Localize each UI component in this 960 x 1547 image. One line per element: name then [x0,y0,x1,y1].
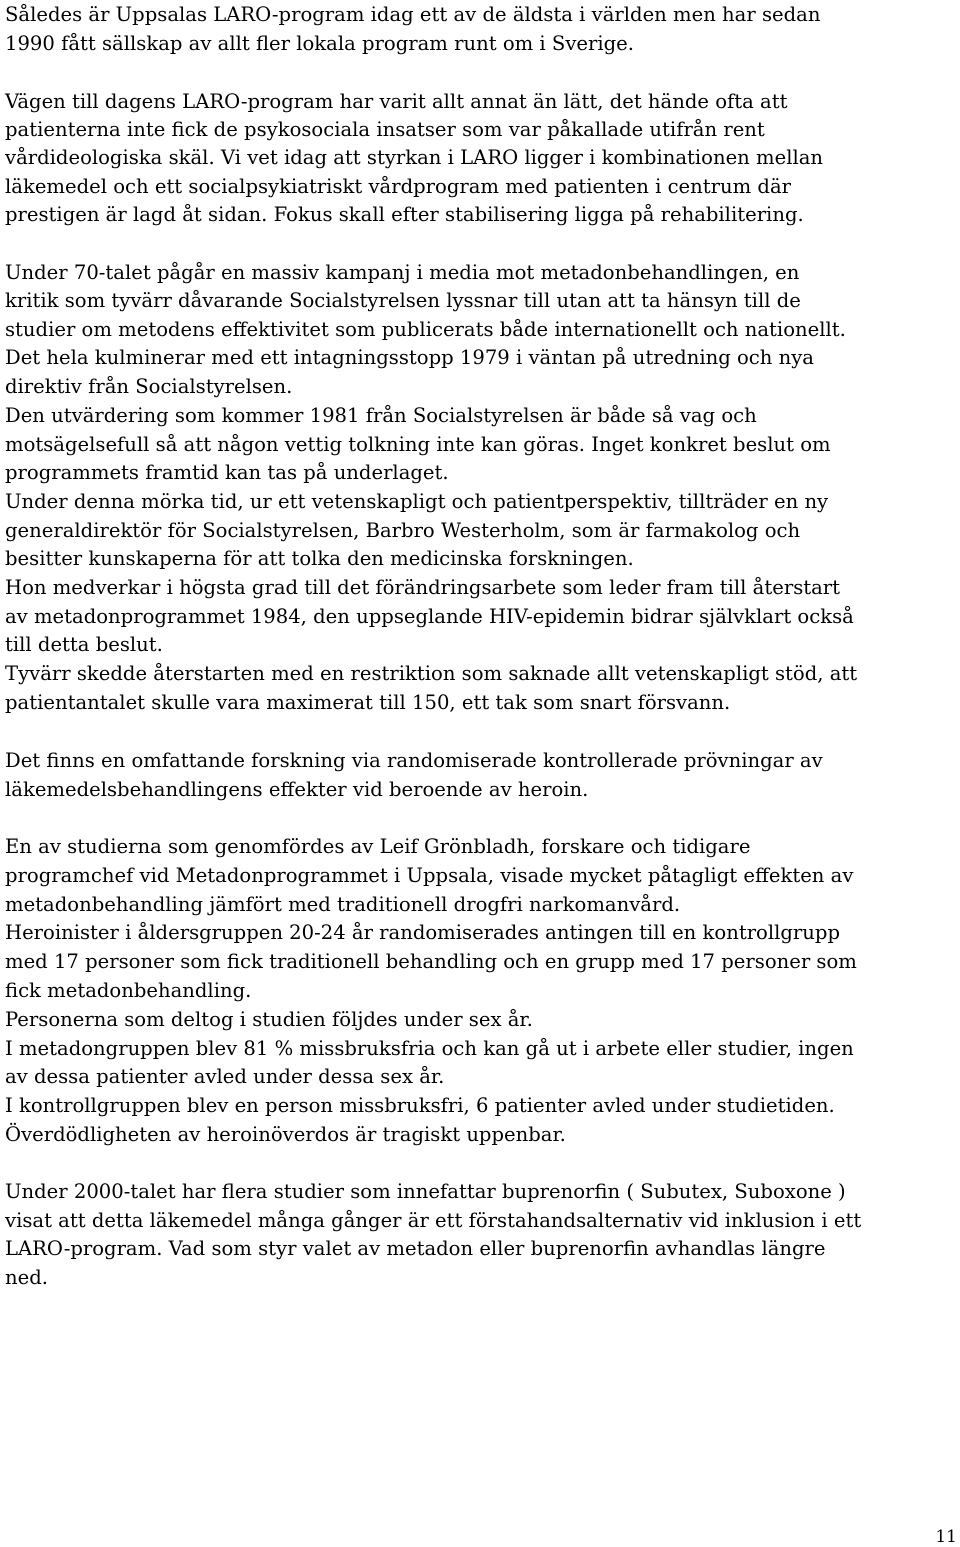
text-line: till detta beslut. [5,633,163,656]
page-number: 11 [935,1527,957,1547]
text-line: Under 2000-talet har flera studier som innefattar buprenorfin ( Subutex, Suboxone ) [5,1180,846,1203]
text-line: direktiv från Socialstyrelsen. [5,375,293,398]
text-line: besitter kunskaperna för att tolka den medicinska forskningen. [5,547,634,570]
text-line: generaldirektör för Socialstyrelsen, Barbro Westerholm, som är farmakolog och [5,519,801,542]
text-line: motsägelsefull så att någon vettig tolkning inte kan göras. Inget konkret beslut om [5,433,831,456]
text-line: vårdideologiska skäl. Vi vet idag att styrkan i LARO ligger i kombinationen mellan [5,146,824,169]
text-line: Vägen till dagens LARO-program har varit allt annat än lätt, det hände ofta att [5,90,788,113]
text-line: av metadonprogrammet 1984, den uppseglande HIV-epidemin bidrar självklart också [5,605,854,628]
text-line: Överdödligheten av heroinöverdos är tragiskt uppenbar. [5,1123,566,1146]
text-line: Under denna mörka tid, ur ett vetenskapligt och patientperspektiv, tillträder en ny [5,490,829,513]
text-line: En av studierna som genomfördes av Leif Grönbladh, forskare och tidigare [5,835,751,858]
text-line: LARO-program. Vad som styr valet av metadon eller buprenorfin avhandlas längre [5,1237,826,1260]
text-line: programchef vid Metadonprogrammet i Uppsala, visade mycket påtagligt effekten av [5,864,854,887]
text-line: I metadongruppen blev 81 % missbruksfria och kan gå ut i arbete eller studier, ingen [5,1037,854,1060]
text-line: I kontrollgruppen blev en person missbruksfri, 6 patienter avled under studietiden. [5,1094,835,1117]
text-line: visat att detta läkemedel många gånger är ett förstahandsalternativ vid inklusion i ett [5,1209,862,1232]
text-line: Således är Uppsalas LARO-program idag ett av de äldsta i världen men har sedan [5,3,821,26]
text-line: programmets framtid kan tas på underlaget. [5,461,449,484]
text-line: Heroinister i åldersgruppen 20-24 år randomiserades antingen till en kontrollgrupp [5,921,841,944]
text-line: Personerna som deltog i studien följdes under sex år. [5,1008,533,1031]
text-line: Den utvärdering som kommer 1981 från Socialstyrelsen är både så vag och [5,404,757,427]
text-line: fick metadonbehandling. [5,979,252,1002]
text-line: Det finns en omfattande forskning via randomiserade kontrollerade prövningar av [5,749,823,772]
text-line: ned. [5,1266,48,1289]
text-line: 1990 fått sällskap av allt fler lokala program runt om i Sverige. [5,32,634,55]
text-line: med 17 personer som fick traditionell behandling och en grupp med 17 personer som [5,950,857,973]
text-line: patientantalet skulle vara maximerat till 150, ett tak som snart försvann. [5,691,731,714]
text-line: metadonbehandling jämfört med traditionell drogfri narkomanvård. [5,893,681,916]
text-line: studier om metodens effektivitet som publicerats både internationellt och nationellt. [5,318,846,341]
text-line: Hon medverkar i högsta grad till det förändringsarbete som leder fram till återstart [5,576,841,599]
text-line: Tyvärr skedde återstarten med en restriktion som saknade allt vetenskapligt stöd, att [5,662,858,685]
text-line: läkemedelsbehandlingens effekter vid beroende av heroin. [5,778,589,801]
text-line: av dessa patienter avled under dessa sex år. [5,1065,445,1088]
text-line: prestigen är lagd åt sidan. Fokus skall efter stabilisering ligga på rehabilitering. [5,203,804,226]
text-line: Under 70-talet pågår en massiv kampanj i media mot metadonbehandlingen, en [5,261,800,284]
text-line: kritik som tyvärr dåvarande Socialstyrelsen lyssnar till utan att ta hänsyn till de [5,289,801,312]
text-line: läkemedel och ett socialpsykiatriskt vårdprogram med patienten i centrum där [5,175,792,198]
text-line: Det hela kulminerar med ett intagningsstopp 1979 i väntan på utredning och nya [5,346,814,369]
text-line: patienterna inte fick de psykosociala insatser som var påkallade utifrån rent [5,118,765,141]
